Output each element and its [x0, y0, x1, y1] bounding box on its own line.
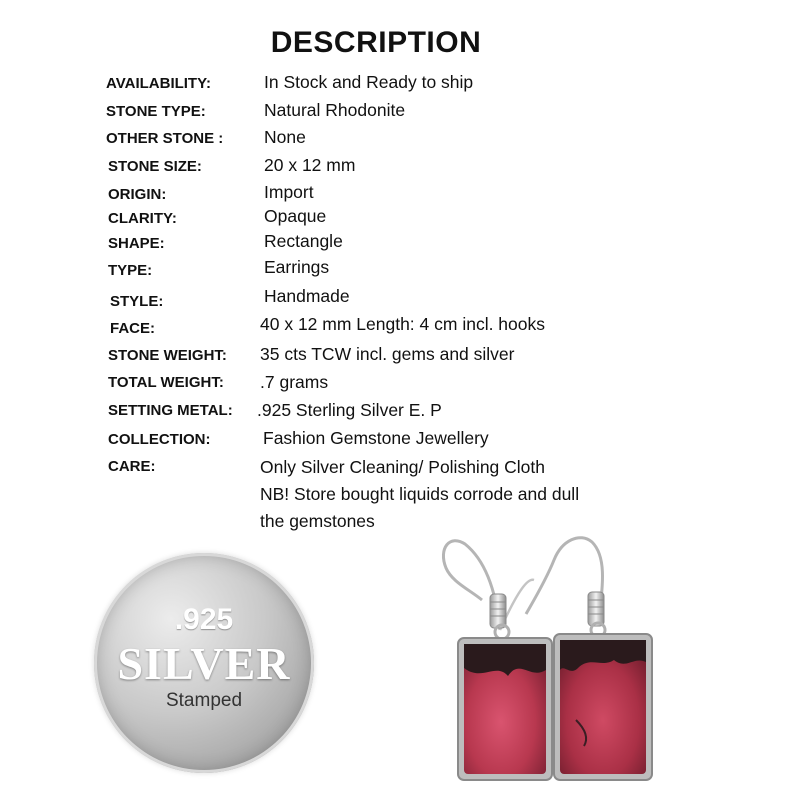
spec-value-setting-metal: .925 Sterling Silver E. P [257, 400, 442, 420]
spec-label-total-weight: TOTAL WEIGHT: [108, 374, 224, 391]
spec-label-type: TYPE: [108, 262, 153, 279]
silver-stamp-badge [94, 553, 314, 773]
spec-label-face: FACE: [110, 320, 155, 337]
badge-metal: SILVER [117, 638, 291, 689]
spec-value-face: 40 x 12 mm Length: 4 cm incl. hooks [260, 314, 545, 334]
spec-label-clarity: CLARITY: [108, 210, 177, 227]
badge-note: Stamped [165, 690, 243, 711]
spec-value-other-stone: None [264, 127, 306, 147]
spec-label-origin: ORIGIN: [108, 186, 167, 203]
spec-value-stone-weight: 35 cts TCW incl. gems and silver [260, 344, 515, 364]
spec-label-availability: AVAILABILITY: [106, 75, 211, 92]
earrings-image [430, 530, 680, 792]
badge-fineness: .925 [174, 603, 234, 636]
spec-value-type: Earrings [264, 257, 330, 277]
spec-label-shape: SHAPE: [108, 235, 165, 252]
spec-value-care: Only Silver Cleaning/ Polishing Cloth [260, 457, 545, 477]
spec-value-availability: In Stock and Ready to ship [264, 72, 474, 92]
spec-label-stone-size: STONE SIZE: [108, 158, 202, 175]
care-note-line-2: the gemstones [260, 511, 375, 531]
spec-value-stone-size: 20 x 12 mm [264, 155, 356, 175]
spec-label-other-stone: OTHER STONE : [106, 130, 224, 147]
spec-value-origin: Import [264, 182, 314, 202]
spec-value-shape: Rectangle [264, 231, 343, 251]
care-note-line-1: NB! Store bought liquids corrode and dull [260, 484, 580, 504]
spec-value-stone-type: Natural Rhodonite [264, 100, 406, 120]
spec-value-collection: Fashion Gemstone Jewellery [263, 428, 489, 448]
spec-value-clarity: Opaque [264, 206, 327, 226]
spec-label-setting-metal: SETTING METAL: [108, 402, 233, 419]
spec-label-style: STYLE: [110, 293, 164, 310]
spec-label-care: CARE: [108, 458, 156, 475]
spec-value-style: Handmade [264, 286, 350, 306]
spec-label-stone-weight: STONE WEIGHT: [108, 347, 227, 364]
page-title: DESCRIPTION [270, 26, 482, 59]
spec-label-collection: COLLECTION: [108, 431, 211, 448]
spec-value-total-weight: .7 grams [260, 372, 329, 392]
left-earring [443, 541, 552, 780]
spec-label-stone-type: STONE TYPE: [106, 103, 206, 120]
